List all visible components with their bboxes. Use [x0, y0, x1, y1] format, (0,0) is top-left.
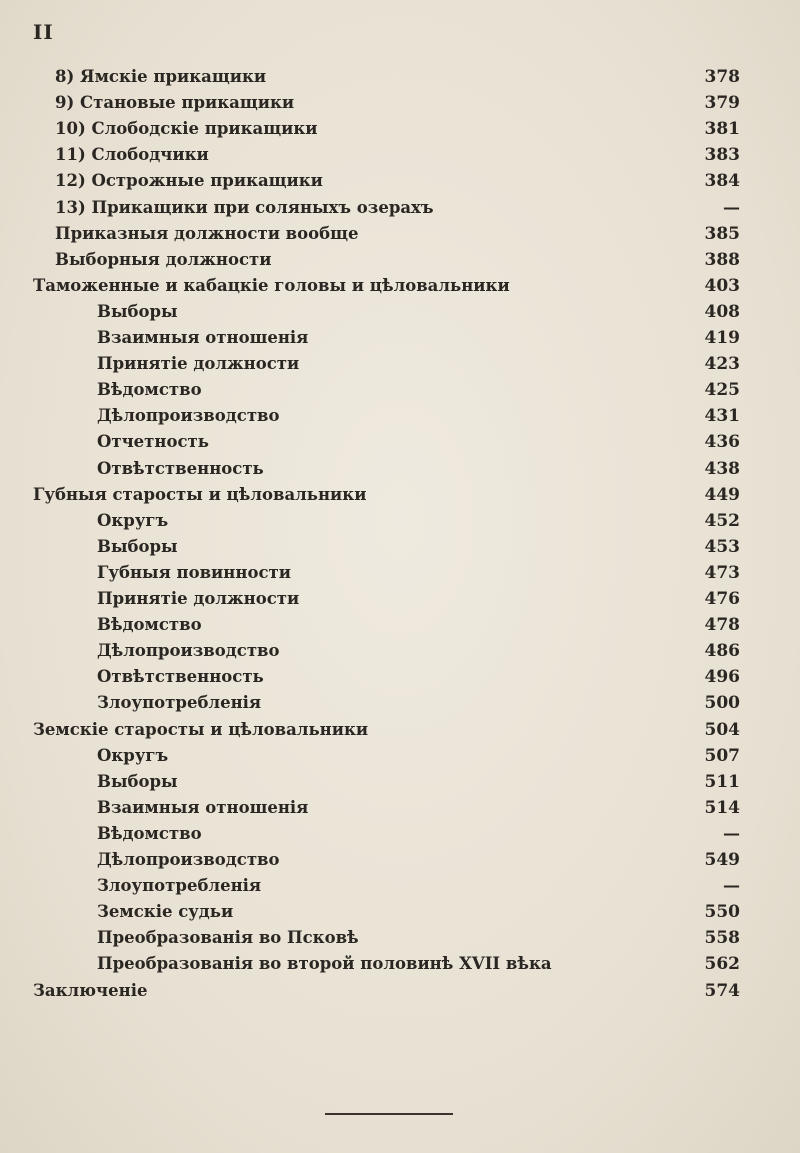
toc-entry-page: 562 — [704, 954, 740, 975]
toc-entry-title: Отчетность — [97, 432, 209, 452]
toc-entry-title: 8) Ямскіе прикащики — [55, 67, 267, 86]
dot-leader — [286, 638, 696, 656]
dot-leader — [272, 64, 696, 82]
dot-leader — [365, 925, 696, 943]
dot-leader — [153, 978, 696, 996]
toc-entry-page: 549 — [704, 850, 740, 870]
toc-entry-title: Преобразованія во Псковѣ — [97, 928, 359, 948]
toc-entry — [97, 769, 740, 795]
dot-leader — [270, 664, 696, 682]
dot-leader — [270, 456, 696, 474]
dot-leader — [297, 560, 696, 578]
toc-entry-page: 449 — [704, 484, 740, 505]
toc-entry-page: 500 — [704, 693, 740, 714]
dot-leader — [208, 821, 696, 839]
toc-entry — [97, 638, 740, 664]
toc-entry-page: 558 — [704, 928, 740, 949]
toc-entry-title: Приказныя должности вообще — [55, 223, 359, 243]
toc-entry-title: Губныя старосты и цѣловальники — [33, 484, 367, 504]
toc-entry — [33, 978, 740, 1004]
toc-entry-title: Отвѣтственность — [97, 458, 264, 478]
toc-entry-page: 514 — [704, 797, 740, 818]
dot-leader — [267, 690, 696, 708]
toc-entry — [97, 899, 740, 925]
toc-entry-page: 476 — [704, 589, 740, 609]
toc-entry-page: 511 — [704, 771, 740, 792]
toc-entry — [55, 64, 740, 90]
dot-leader — [215, 142, 696, 160]
toc-entry-page: 574 — [704, 980, 740, 1001]
dot-leader — [305, 586, 696, 604]
toc-entry-page: 436 — [704, 432, 740, 453]
toc-entry — [55, 142, 740, 168]
dot-leader — [174, 508, 696, 526]
toc-entry — [97, 873, 740, 899]
toc-entry — [97, 534, 740, 560]
dot-leader — [440, 195, 696, 213]
closing-rule — [325, 1113, 453, 1115]
toc-entry-page: 419 — [704, 328, 740, 348]
toc-entry-page: 385 — [704, 223, 740, 244]
toc-entry — [97, 612, 740, 638]
toc-entry-title: 13) Прикащики при соляныхъ озерахъ — [55, 197, 434, 217]
dot-leader — [184, 769, 696, 787]
dot-leader — [305, 351, 696, 369]
toc-entry-page: 425 — [704, 380, 740, 401]
page-number: II — [33, 20, 54, 44]
toc-entry — [97, 690, 740, 716]
toc-entry-title: Принятіе должности — [97, 589, 300, 608]
dot-leader — [267, 873, 696, 891]
dot-leader — [286, 847, 696, 865]
toc-entry-title: Выборы — [97, 771, 178, 791]
toc-entry — [55, 221, 740, 247]
toc-entry — [97, 325, 740, 351]
toc-entry — [33, 482, 740, 508]
toc-entry — [97, 795, 740, 821]
toc-entry-title: Округъ — [97, 510, 169, 530]
toc-entry-page: 504 — [704, 719, 740, 740]
toc-entry-title: Выборы — [97, 536, 178, 556]
dot-leader — [215, 429, 696, 447]
toc-entry — [97, 847, 740, 873]
toc-entry — [97, 299, 740, 325]
toc-entry-page: 423 — [704, 354, 740, 375]
dot-leader — [239, 899, 696, 917]
dot-leader — [516, 273, 696, 291]
dot-leader — [314, 325, 696, 343]
toc-entry — [55, 116, 740, 142]
dot-leader — [314, 795, 696, 813]
toc-entry-page: 378 — [704, 67, 740, 87]
toc-entry-page: 388 — [704, 249, 740, 270]
toc-entry-page: 431 — [704, 406, 740, 427]
dot-leader — [174, 743, 696, 761]
toc-entry-title: Губныя повинности — [97, 562, 291, 582]
dot-leader — [329, 168, 696, 186]
toc-entry-page: 453 — [704, 536, 740, 557]
toc-entry-page: 408 — [704, 301, 740, 322]
dot-leader — [374, 717, 696, 735]
toc-entry — [97, 560, 740, 586]
dot-leader — [208, 377, 696, 395]
toc-entry-title: 9) Становые прикащики — [55, 93, 295, 113]
toc-entry-title: Вѣдомство — [97, 380, 202, 400]
toc-entry — [97, 743, 740, 769]
toc-entry-title: Злоупотребленія — [97, 876, 262, 896]
toc-entry-title: 12) Острожные прикащики — [55, 171, 323, 191]
toc-entry — [97, 925, 740, 951]
toc-entry-title: Дѣлопроизводство — [97, 406, 280, 426]
toc-entry — [97, 351, 740, 377]
toc-entry-page: 379 — [704, 93, 740, 114]
dot-leader — [286, 403, 696, 421]
toc-entry-title: Вѣдомство — [97, 823, 202, 843]
toc-entry-title: Заключеніе — [33, 980, 148, 1000]
toc-entry-page: 486 — [704, 641, 740, 662]
toc-entry-title: Выборы — [97, 301, 178, 321]
toc-entry — [97, 429, 740, 455]
dot-leader — [365, 221, 696, 239]
dot-leader — [208, 612, 696, 630]
toc-entry-page: 507 — [704, 745, 740, 766]
toc-entry-title: Округъ — [97, 745, 169, 765]
toc-entry — [97, 403, 740, 429]
dot-leader — [184, 299, 696, 317]
toc-entry-title: Преобразованія во второй половинѣ XVII вѣка — [97, 954, 552, 974]
toc-entry-title: Злоупотребленія — [97, 693, 262, 713]
dot-leader — [323, 116, 696, 134]
toc-entry — [33, 273, 740, 299]
toc-entry — [97, 377, 740, 403]
toc-entry — [55, 90, 740, 116]
dot-leader — [277, 247, 696, 265]
toc-entry-title: Отвѣтственность — [97, 667, 264, 687]
toc-entry — [97, 821, 740, 847]
toc-entry — [97, 951, 740, 977]
toc-entry — [97, 456, 740, 482]
toc-entry-page: — — [723, 197, 740, 218]
toc-entry-title: Дѣлопроизводство — [97, 641, 280, 661]
toc-entry — [97, 586, 740, 612]
toc-entry-title: Вѣдомство — [97, 615, 202, 635]
toc-entry-title: 10) Слободскіе прикащики — [55, 119, 318, 139]
toc-entry-page: — — [723, 876, 740, 897]
toc-entry-title: Принятіе должности — [97, 354, 300, 374]
toc-entry-page: 478 — [704, 615, 740, 636]
toc-entry-page: 550 — [704, 902, 740, 923]
dot-leader — [372, 482, 696, 500]
toc-entry-page: 496 — [704, 667, 740, 688]
toc-entry-page: 381 — [704, 119, 740, 140]
toc-entry — [33, 717, 740, 743]
toc-entry-title: Выборныя должности — [55, 249, 272, 269]
toc-entry-page: 452 — [704, 510, 740, 531]
toc-entry-page: 438 — [704, 458, 740, 479]
dot-leader — [184, 534, 696, 552]
toc-entry — [97, 508, 740, 534]
toc-entry — [55, 195, 740, 221]
toc-entry — [55, 247, 740, 273]
toc-entry-title: 11) Слободчики — [55, 145, 209, 165]
toc-entry — [97, 664, 740, 690]
toc-entry-page: 384 — [704, 171, 740, 192]
dot-leader — [558, 951, 696, 969]
toc-entry-title: Взаимныя отношенія — [97, 797, 309, 817]
toc-entry-page: 473 — [704, 562, 740, 583]
toc-entry-title: Дѣлопроизводство — [97, 850, 280, 869]
toc-entry-page: — — [723, 823, 740, 844]
toc-entry-title: Земскіе судьи — [97, 902, 234, 922]
dot-leader — [300, 90, 696, 108]
toc-entry-title: Взаимныя отношенія — [97, 328, 309, 347]
toc-entry-page: 403 — [704, 275, 740, 296]
toc-entry-title: Таможенные и кабацкіе головы и цѣловальники — [33, 275, 510, 295]
toc-entry — [55, 168, 740, 194]
toc-entry-page: 383 — [704, 145, 740, 166]
toc-entry-title: Земскіе старосты и цѣловальники — [33, 719, 369, 739]
